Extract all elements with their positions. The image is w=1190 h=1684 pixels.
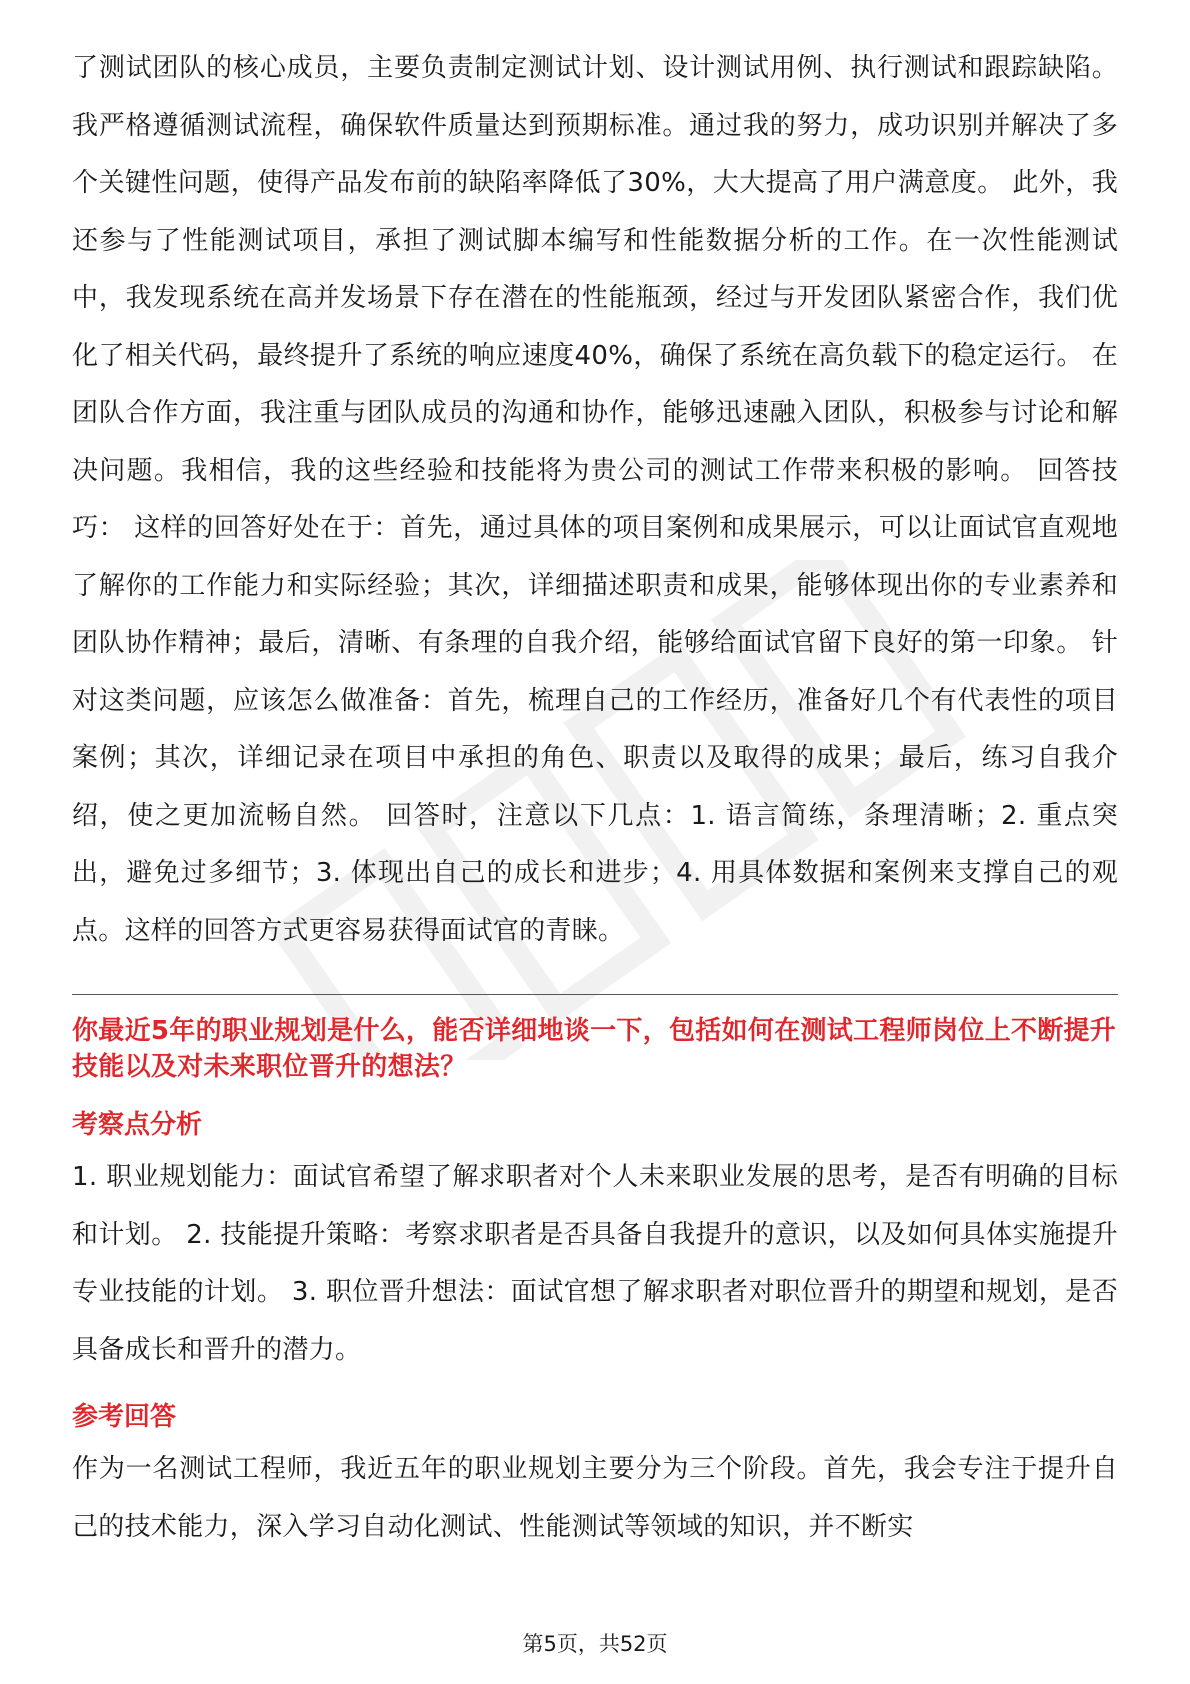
question-heading: 你最近5年的职业规划是什么，能否详细地谈一下，包括如何在测试工程师岗位上不断提升技能以及对未来职位晋升的想法？: [72, 1016, 1117, 1082]
analysis-text: 1. 职业规划能力：面试官希望了解求职者对个人未来职业发展的思考，是否有明确的目标和计划。 2. 技能提升策略：考察求职者是否具备自我提升的意识，以及如何具体实施提升专业技能的计划。 3. 职位晋升想法：面试官想了解求职者对职位晋升的期望和规划，是否具备成长和晋升的潜力。: [72, 1162, 1118, 1365]
section-divider: [72, 994, 1118, 995]
page-content: [72, 40, 1118, 1556]
page-number: 第5页，共52页: [522, 1632, 668, 1656]
analysis-title: 考察点分析: [72, 1110, 203, 1140]
section-gap: [72, 1379, 1118, 1399]
reference-title: 参考回答: [72, 1402, 177, 1432]
reference-text: 作为一名测试工程师，我近五年的职业规划主要分为三个阶段。首先，我会专注于提升自己的技术能力，深入学习自动化测试、性能测试等领域的知识，并不断实: [72, 1454, 1118, 1542]
intro-paragraph: 了测试团队的核心成员，主要负责制定测试计划、设计测试用例、执行测试和跟踪缺陷。我严格遵循测试流程，确保软件质量达到预期标准。通过我的努力，成功识别并解决了多个关键性问题，使得产品发布前的缺陷率降低了30%，大大提高了用户满意度。 此外，我还参与了性能测试项目，承担了测试脚本编写和性能数据分析的工作。在一次性能测试中，我发现系统在高并发场景下存在潜在的性能瓶颈，经过与开发团队紧密合作，我们优化了相关代码，最终提升了系统的响应速度40%，确保了系统在高负载下的稳定运行。 在团队合作方面，我注重与团队成员的沟通和协作，能够迅速融入团队，积极参与讨论和解决问题。我相信，我的这些经验和技能将为贵公司的测试工作带来积极的影响。 回答技巧： 这样的回答好处在于：首先，通过具体的项目案例和成果展示，可以让面试官直观地了解你的工作能力和实际经验；其次，详细描述职责和成果，能够体现出你的专业素养和团队协作精神；最后，清晰、有条理的自我介绍，能够给面试官留下良好的第一印象。 针对这类问题，应该怎么做准备：首先，梳理自己的工作经历，准备好几个有代表性的项目案例；其次，详细记录在项目中承担的角色、职责以及取得的成果；最后，练习自我介绍，使之更加流畅自然。 回答时，注意以下几点：1. 语言简练，条理清晰；2. 重点突出，避免过多细节；3. 体现出自己的成长和进步；4. 用具体数据和案例来支撑自己的观点。这样的回答方式更容易获得面试官的青睐。: [72, 53, 1118, 946]
